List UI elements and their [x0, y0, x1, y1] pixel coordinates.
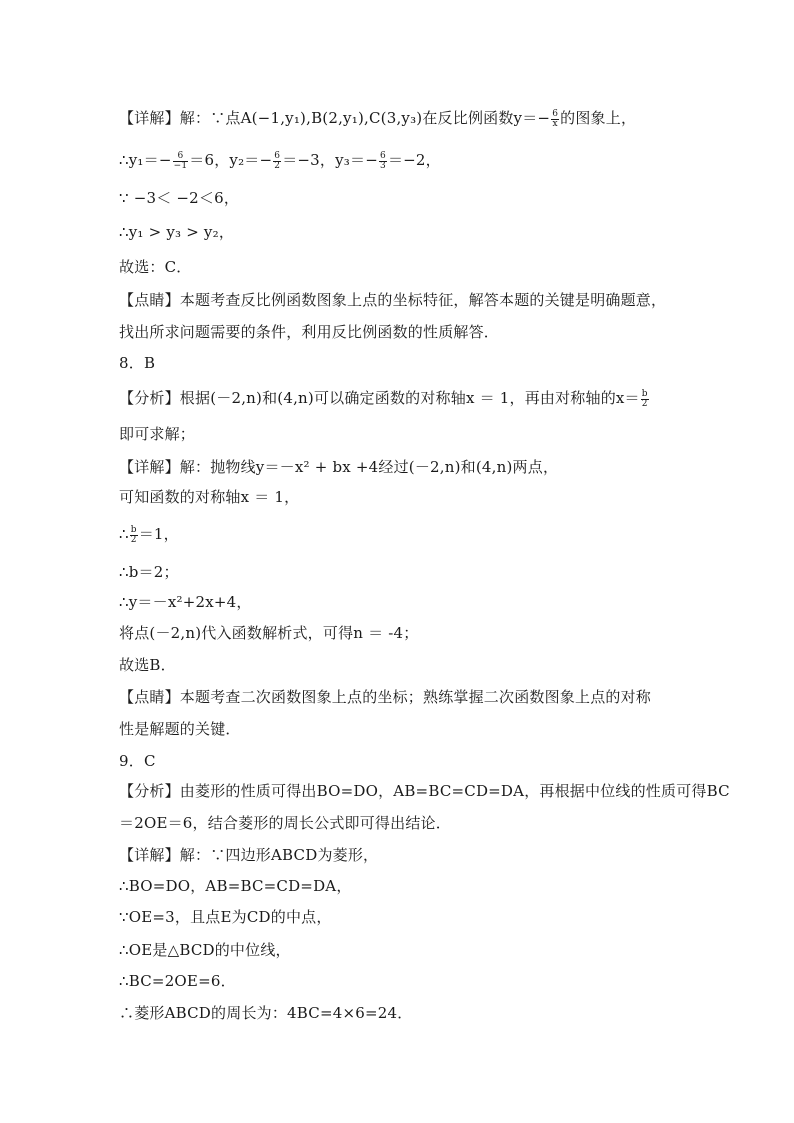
fraction: [273, 152, 281, 171]
y-values-line: [119, 150, 734, 171]
fraction-denominator: 2: [130, 534, 137, 545]
fraction: [641, 390, 649, 409]
fraction-numerator: 6: [274, 150, 281, 161]
fraction-denominator: 2: [274, 160, 281, 171]
comment-line-4: 性是解题的关键．: [119, 720, 241, 738]
fraction-denominator: 3: [380, 160, 386, 171]
fraction: [379, 152, 387, 171]
comment-line-2: 找出所求问题需要的条件，利用反比例函数的性质解答．: [119, 323, 500, 341]
text-segment: ＝−2，: [387, 151, 441, 169]
substitute-line: 将点(－2,n)代入函数解析式，可得n ＝ -4；: [119, 624, 419, 642]
perimeter-line: ∴菱形ABCD的周长为：4BC=4×6=24．: [119, 1004, 413, 1022]
answer-line: 故选：C．: [119, 258, 192, 276]
function-line: ∴y＝－x²+2x+4，: [119, 593, 252, 611]
median-line: ∴OE是△BCD的中位线，: [119, 941, 291, 959]
fraction: [130, 526, 138, 545]
fraction-numerator: 6: [173, 152, 189, 162]
fraction-denominator: −1: [173, 160, 188, 171]
fraction-denominator: 2: [641, 398, 648, 409]
text-segment: ＝1，: [138, 525, 179, 543]
fraction-numerator: 6: [380, 150, 386, 161]
analysis-line: [119, 388, 734, 409]
rhombus-sides-line: ∴BO=DO，AB=BC=CD=DA，: [119, 877, 352, 895]
b-half-line: [119, 524, 734, 545]
bc-line: ∴BC=2OE=6．: [119, 972, 236, 990]
detail-line-9: 【详解】解：∵四边形ABCD为菱形，: [119, 846, 379, 864]
text-segment: 【分析】根据(－2,n)和(4,n)可以确定函数的对称轴x ＝ 1，再由对称轴的x＝: [119, 389, 640, 407]
b-value-line: ∴b＝2；: [119, 563, 179, 581]
text-segment: ＝6，y₂＝−: [189, 151, 273, 169]
fraction: [551, 110, 559, 129]
midpoint-line: ∵OE=3，且点E为CD的中点，: [119, 908, 332, 926]
answer-line-b: 故选B．: [119, 656, 176, 674]
text-segment: ∴: [119, 525, 129, 543]
comment-line-3: 【点睛】本题考查二次函数图象上点的坐标；熟练掌握二次函数图象上点的对称: [119, 688, 652, 706]
question-number-8: 8．B: [119, 354, 156, 372]
inequality-line: ∵ −3＜ −2＜6，: [119, 189, 240, 207]
text-segment: 的图象上，: [560, 109, 637, 127]
fraction-numerator: b: [641, 388, 648, 399]
fraction-numerator: 6: [552, 108, 559, 119]
analysis-line-2: 即可求解；: [119, 425, 196, 443]
analysis-line-9b: ＝2OE＝6，结合菱形的周长公式即可得出结论．: [119, 814, 451, 832]
analysis-line-9: 【分析】由菱形的性质可得出BO=DO，AB=BC=CD=DA，再根据中位线的性质可得BC: [119, 782, 730, 800]
text-segment: ∴y₁＝−: [119, 151, 172, 169]
fraction-denominator: x: [552, 118, 558, 129]
axis-line: 可知函数的对称轴x ＝ 1，: [119, 488, 300, 506]
text-segment: ＝−3，y₃＝−: [282, 151, 378, 169]
order-line: ∴y₁ > y₃ > y₂，: [119, 223, 235, 241]
fraction-numerator: b: [130, 524, 137, 535]
comment-line-1: 【点睛】本题考查反比例函数图象上点的坐标特征，解答本题的关键是明确题意，: [119, 291, 667, 309]
fraction: [173, 152, 189, 171]
question-number-9: 9．C: [119, 752, 156, 770]
solution-detail-line: [119, 108, 734, 129]
text-segment: 【详解】解：∵点A(−1,y₁),B(2,y₁),C(3,y₃)在反比例函数y＝−: [119, 109, 551, 127]
detail-line: 【详解】解：抛物线y＝－x² + bx +4经过(－2,n)和(4,n)两点，: [119, 458, 559, 476]
